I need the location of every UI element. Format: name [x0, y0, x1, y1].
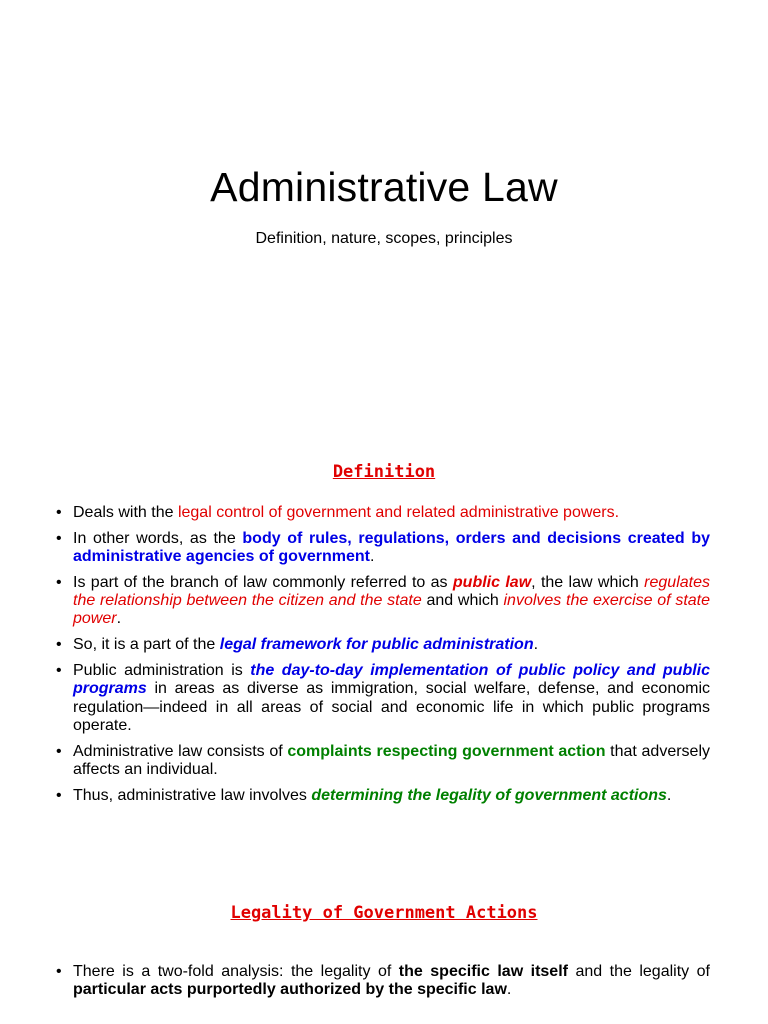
- list-item: • In other words, as the body of rules, regulations, orders and decisions created by administrative agencies of government.: [56, 530, 710, 567]
- list-item: • There is a two-fold analysis: the legality of the specific law itself and the legality of particular acts purportedly authorized by the specific law.: [56, 963, 710, 1000]
- page-subtitle: Definition, nature, scopes, principles: [255, 230, 513, 247]
- list-item: • Administrative law consists of complaints respecting government action that adversely affects an individual.: [56, 743, 710, 780]
- page-title: Administrative Law: [210, 164, 558, 210]
- legality-list: [56, 963, 710, 1012]
- definition-heading: Definition: [332, 462, 436, 482]
- list-item: • Thus, administrative law involves determining the legality of government actions.: [56, 787, 710, 805]
- legality-heading: Legality of Government Actions: [230, 903, 538, 923]
- list-item: • Is part of the branch of law commonly referred to as public law, the law which regulates the relationship between the citizen and the state and which involves the exercise of state power.: [56, 574, 710, 629]
- list-item: • Public administration is the day-to-day implementation of public policy and public programs in areas as diverse as immigration, social welfare, defense, and economic regulation—indeed in all areas of social and economic life in which public programs operate.: [56, 662, 710, 735]
- list-item: • So, it is a part of the legal framework for public administration.: [56, 636, 710, 654]
- definition-list: [56, 504, 710, 813]
- list-item: • Deals with the legal control of government and related administrative powers.: [56, 504, 710, 522]
